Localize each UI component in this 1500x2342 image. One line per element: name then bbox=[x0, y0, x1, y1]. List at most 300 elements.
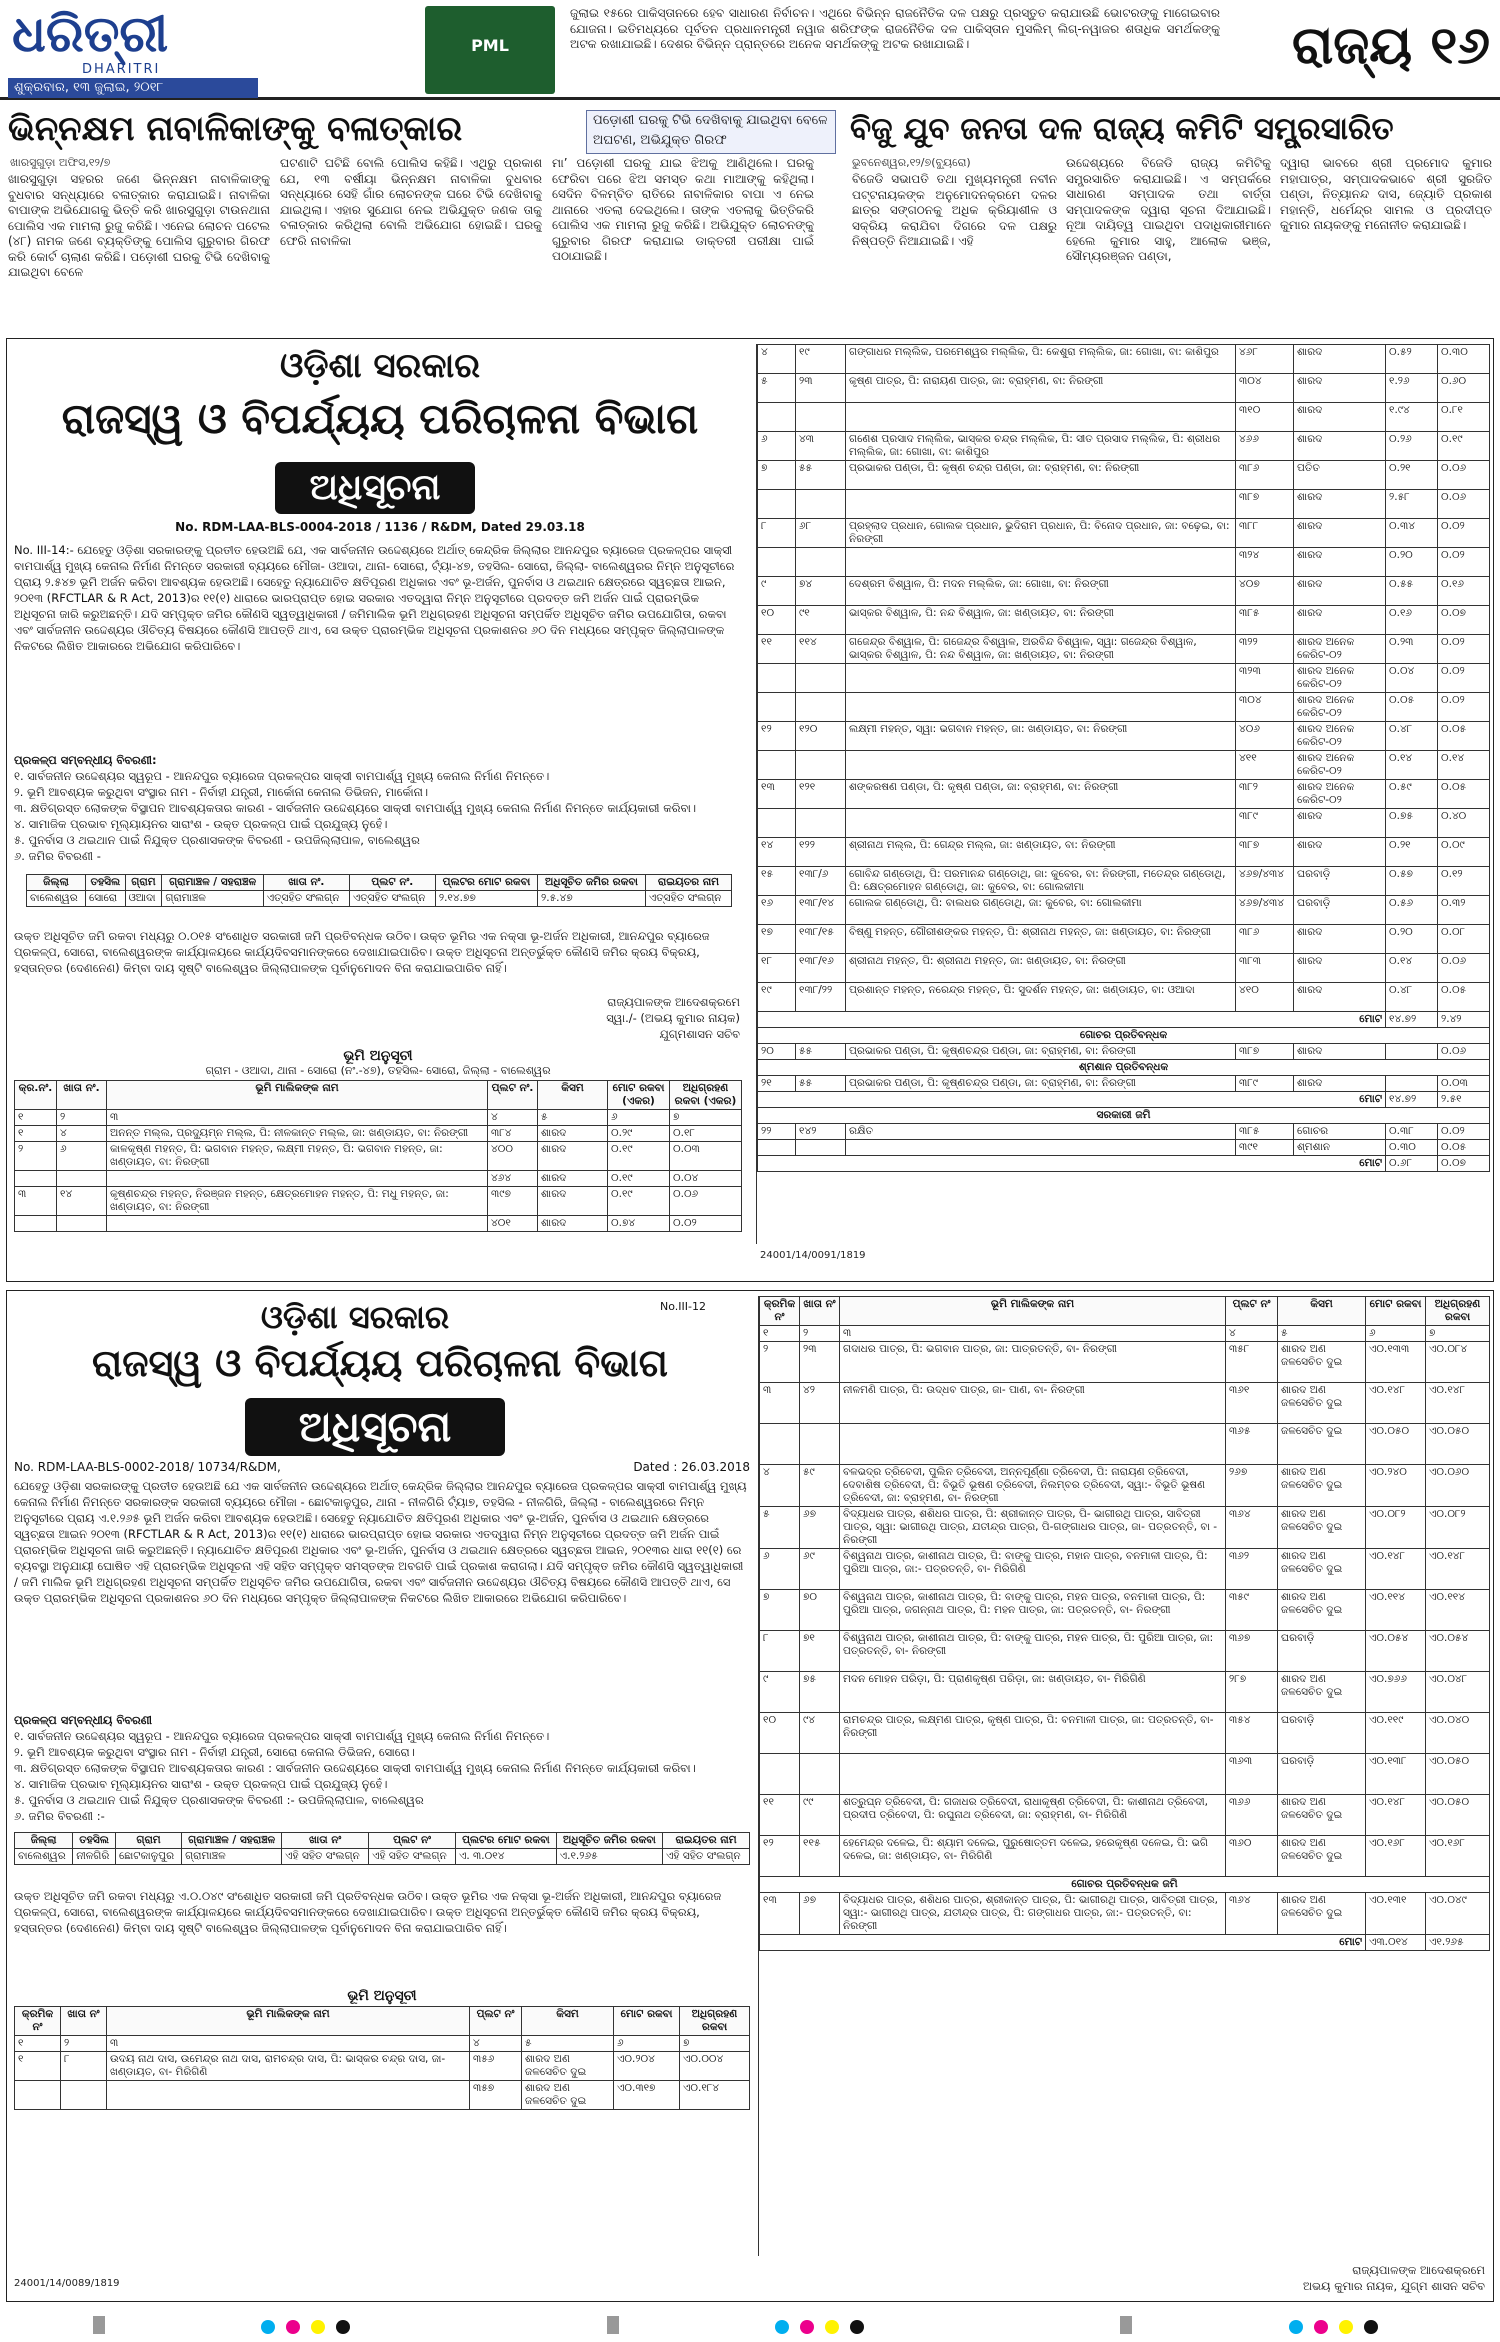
table-cell: ଏ୦.୨୦୪ bbox=[614, 2052, 680, 2081]
table-cell: ମଦନ ମୋହନ ପରିଡ଼ା, ପି: ପ୍ରାଣକୃଷ୍ଣ ପରିଡ଼ା, ଜା: ଖଣ୍ଡାୟତ, ବା- ମିରିଗିଣି bbox=[840, 1672, 1226, 1713]
black-dot bbox=[1364, 2320, 1378, 2334]
table-cell: ୪ bbox=[488, 1110, 538, 1126]
table-cell: ୦.୨୬ bbox=[1386, 432, 1438, 461]
table-cell bbox=[846, 664, 1236, 693]
table-cell bbox=[758, 403, 796, 432]
table-cell: ଶାରଦ ଅଣ ଜଳସେଚିତ ଦୁଇ bbox=[1278, 1590, 1366, 1631]
notice2-point: ୧. ସାର୍ବଜନୀନ ଉଦ୍ଦେଶ୍ୟର ସ୍ୱରୂପ - ଆନନ୍ଦପୁର ବ୍ୟାରେଜ ପ୍ରକଳ୍ପର ସାକ୍ସୀ ବାମପାର୍ଶ୍ୱ ମୁଖ୍ୟ କେନାଲ ନିର୍ମାଣ ନିମନ୍ତେ। bbox=[14, 1729, 550, 1743]
table-cell: ୧୪.୭୨ bbox=[1386, 1012, 1438, 1028]
table-cell: ପତିତ bbox=[1294, 461, 1386, 490]
table-cell: ୨ bbox=[15, 1142, 57, 1171]
table-cell: ୦.୧୪ bbox=[1438, 751, 1490, 780]
table-header: ଭୂମି ମାଲିକଙ୍କ ନାମ bbox=[107, 2007, 470, 2036]
table-row bbox=[27, 891, 732, 907]
table-cell: ଏ୦.୦୮୨ bbox=[1426, 1507, 1490, 1549]
table-cell: ଶାରଦ ଅଣ ଜଳସେଚିତ ଦୁଇ bbox=[1278, 1549, 1366, 1590]
table-cell: ଏ୦.୦୪୮ bbox=[1426, 1672, 1490, 1713]
table-cell: ୦.୦୬ bbox=[1438, 954, 1490, 983]
table-row bbox=[760, 1836, 1490, 1877]
table-cell: ୬୯ bbox=[800, 1549, 840, 1590]
table-cell: ୦.୦୭ bbox=[1438, 1156, 1490, 1172]
table-row bbox=[15, 1187, 742, 1216]
table-row bbox=[758, 1140, 1490, 1156]
table-cell: ପ୍ରହ୍ଲାଦ ପ୍ରଧାନ, ଗୋଲକ ପ୍ରଧାନ, ଭୁଦିରାମ ପ୍ରଧାନ, ପି: ବିନୋଦ ପ୍ରଧାନ, ଜା: ବଢ଼େଇ, ବା: ନିରଙ୍ଗୀ bbox=[846, 519, 1236, 548]
table-header: ପ୍ଲଟ ନଂ bbox=[1226, 1297, 1278, 1326]
table-cell: ୩୫୯ bbox=[1226, 1590, 1278, 1631]
table-cell: ଏ୦.୦୫୦ bbox=[1366, 1424, 1426, 1465]
table-header: କ୍ର.ନଂ. bbox=[15, 1081, 57, 1110]
table-cell: ୨.୫୮ bbox=[1386, 490, 1438, 519]
table-cell: ୩୯୧ bbox=[1236, 1140, 1294, 1156]
table-cell: ଶ୍ରୀନାଥ ମଲ୍ଲ, ପି: ଗେନ୍ଦ୍ର ମଲ୍ଲ, ଜା: ଖଣ୍ଡାୟତ, ବା: ନିରଙ୍ଗୀ bbox=[846, 838, 1236, 867]
table-cell: ଶାରଦ ଅଣ ଜଳସେଚିତ ଦୁଇ bbox=[1278, 1836, 1366, 1877]
table-cell bbox=[846, 751, 1236, 780]
table-cell bbox=[57, 1171, 107, 1187]
notice2-body: ଯେହେତୁ ଓଡ଼ିଶା ସରକାରଙ୍କୁ ପ୍ରତୀତ ହେଉଅଛି ଯେ ଏକ ସାର୍ବଜନୀନ ଉଦ୍ଦେଶ୍ୟରେ ଅର୍ଥାତ୍ କେନ୍ଦ୍ରିକ ଜିଲ୍ଲାର ଆନନ୍ଦପୁର ବ୍ୟାରେଜ ପ୍ରକଳ୍ପର ସାକ୍ସୀ ବାମପାର୍ଶ୍ୱ ମୁଖ୍ୟ କେନାଲ ନିର୍ମାଣ ନିମନ୍ତେ ସରକାରଙ୍କ ସରକାରୀ ବ୍ୟୟରେ ମୌଜା - ଛୋଟକାଳୁପୁର, ଥାନା - ନୀଳଗିରି ଟ୍ୟାଁ୭, ତହସିଲ - ନୀଳଗିରି, ଜିଲ୍ଲା - ବାଲେଶ୍ୱରରେ ନିମ୍ନ ଅନୁସୂଚୀରେ ପ୍ରାୟ ଏ.୧.୨୬୫ ଭୂମି ଅର୍ଜନ କରିବା ଆବଶ୍ୟକ ହେଉଅଛି। ସେହେତୁ ନ୍ୟାଯୋଚିତ କ୍ଷତିପୂରଣ ଅଧିକାର ଏବଂ ଭୂ-ଅର୍ଜନ, ପୁନର୍ବାସ ଓ ଥଇଥାନ କ୍ଷେତ୍ରରେ ସ୍ୱଚ୍ଛତା ଆଇନ ୨୦୧୩ (RFCTLAR & R Act, 2013)ର ୧୧(୧) ଧାରାରେ ଭାରପ୍ରାପ୍ତ ହୋଇ ସରକାର ଏତଦ୍ୱାରା ନିମ୍ନ ଅନୁସୂଚୀରେ ପ୍ରଦତ୍ତ ଜମି ଅର୍ଜନ ପାଇଁ ପ୍ରାରମ୍ଭିକ ଅଧିସୂଚନା ଜାରି କରୁଅଛନ୍ତି। ନ୍ୟାଯୋଚିତ କ୍ଷତିପୂରଣ ଅଧିକାର ଏବଂ ଭୂ-ଅର୍ଜନ, ପୁନର୍ବାସ ଓ ଥଇଥାନ କ୍ଷେତ୍ରରେ ସ୍ୱଚ୍ଛତା ଆଇନ, ୨୦୧୩ର ଧାରା ୧୧(୧) ରେ ବ୍ୟବସ୍ଥା ଅନୁଯାୟୀ ଘୋଷିତ ଏହି ପ୍ରାରମ୍ଭିକ ଅଧିସୂଚନା ଏହି ସହିତ ସମ୍ପୃକ୍ତ ସମସ୍ତଙ୍କ ଅବଗତି ପାଇଁ ପ୍ରକାଶ କରାଗଲା। ଯଦି ସମ୍ପୃକ୍ତ ଜମିର କୌଣସି ସ୍ୱତ୍ୱାଧିକାରୀ / ଜମି ମାଲିକ ଭୂମି ଅଧିଗ୍ରହଣ ଅଧିସୂଚନା ସମ୍ପର୍କିତ ଅଧିସୂଚିତ ଜମିର ଉପଯୋଗିତା, ରକବା ଏବଂ ସାର୍ବଜନୀନ ଉଦ୍ଦେଶ୍ୟର ଔଚିତ୍ୟ ବିଷୟରେ କୌଣସି ଆପତ୍ତି ଥାଏ, ସେ ଉକ୍ତ ପ୍ରାରମ୍ଭିକ ଅଧିସୂଚନା ପ୍ରକାଶନର ୬୦ ଦିନ ମଧ୍ୟରେ ସମ୍ପୃକ୍ତ ଜିଲ୍ଲାପାଳଙ୍କ ନିକଟରେ ଲିଖିତ ଆକାରରେ ଅଭିଯୋଗ କରିପାରିବେ। bbox=[14, 1479, 747, 1605]
table-cell: ୧୩୮/୧୬ bbox=[796, 954, 846, 983]
table-cell bbox=[760, 1754, 800, 1795]
table-cell bbox=[796, 664, 846, 693]
table-cell: ଶାରଦ bbox=[1294, 548, 1386, 577]
table-cell: ଶ୍ମଶାନ bbox=[1294, 1140, 1386, 1156]
notice2-point: ୪. ସାମାଜିକ ପ୍ରଭାବ ମୂଲ୍ୟାୟନର ସାରାଂଶ - ଉକ୍ତ ପ୍ରକଳ୍ପ ପାଇଁ ପ୍ରଯୁଜ୍ୟ ନୁହେଁ। bbox=[14, 1777, 388, 1791]
table-cell: କାଳକୃଷ୍ଣ ମହନ୍ତ, ପି: ଭଗବାନ ମହନ୍ତ, ଲକ୍ଷ୍ମୀ ମହନ୍ତ, ପି: ଭଗବାନ ମହନ୍ତ, ଜା: ଖଣ୍ଡାୟତ, ବା: ନିରଙ୍ଗୀ bbox=[107, 1142, 488, 1171]
table-cell: ୬ bbox=[614, 2036, 680, 2052]
table-cell: ୩୮୬ bbox=[1236, 461, 1294, 490]
table-cell: ୪୩ bbox=[796, 432, 846, 461]
table-cell bbox=[846, 490, 1236, 519]
table-header: ପ୍ଲଟ ନଂ. bbox=[349, 875, 435, 891]
table-cell: ଏ୦.୨୪୦ bbox=[1366, 1465, 1426, 1507]
table-cell: ୧.୯୪ bbox=[1386, 403, 1438, 432]
table-header: ଖାତା ନଂ bbox=[800, 1297, 840, 1326]
table-cell: ୬ bbox=[1366, 1326, 1426, 1342]
table-cell: ୦.୦୫ bbox=[1438, 722, 1490, 751]
table-header-row bbox=[27, 875, 732, 891]
table-cell: ୩୮୫ bbox=[1236, 606, 1294, 635]
govt-land-body bbox=[758, 1124, 1490, 1156]
notice2-point: ୬. ଜମିର ବିବରଣୀ :- bbox=[14, 1809, 105, 1823]
magenta-dot bbox=[286, 2320, 300, 2334]
table-header: ଖାତା ନଂ. bbox=[263, 875, 349, 891]
table-cell bbox=[796, 809, 846, 838]
table-cell: ୦.୩୨ bbox=[1438, 896, 1490, 925]
table-cell: ୪୦୭ bbox=[1236, 577, 1294, 606]
table-cell bbox=[57, 1216, 107, 1232]
table-cell: ୭୧ bbox=[800, 1631, 840, 1672]
table-cell bbox=[796, 403, 846, 432]
table-cell: ୧୧୫ bbox=[800, 1836, 840, 1877]
table-cell: ଏହି ସହିତ ସଂଲଗ୍ନ bbox=[282, 1849, 369, 1865]
table-header: ଅଧିଗ୍ରହଣ ରକବା bbox=[1426, 1297, 1490, 1326]
notice2-signature bbox=[1100, 2262, 1485, 2298]
table-header: ପ୍ଲଟର ମୋଟ ରକବା bbox=[456, 1833, 557, 1849]
table-cell: ଶାରଦ ଅଣ ଜଳସେଚିତ ଦୁଇ bbox=[1278, 1507, 1366, 1549]
table-cell: ୬ bbox=[608, 1110, 670, 1126]
notice2-govt: ଓଡ଼ିଶା ସରକାର bbox=[260, 1298, 450, 1336]
table-cell: ଘରବାଡ଼ି bbox=[1294, 867, 1386, 896]
notice1-point: ୩. କ୍ଷତିଗ୍ରସ୍ତ ଲୋକଙ୍କ ବିସ୍ଥାପନ ଆବଶ୍ୟକତାର କାରଣ - ସାର୍ବଜନୀନ ଉଦ୍ଦେଶ୍ୟରେ ସାକ୍ସୀ ବାମପାର୍ଶ୍ୱ ମୁଖ୍ୟ କେନାଲ ନିର୍ମାଣ ନିମନ୍ତେ କାର୍ଯ୍ୟକାରୀ କରିବା। bbox=[14, 801, 697, 815]
table-cell: ୦.୦୨ bbox=[670, 1216, 742, 1232]
table-cell: ୧୨ bbox=[758, 722, 796, 751]
schedule-title: ଭୂମି ଅନୁସୂଚୀ bbox=[347, 1988, 417, 2004]
table-cell bbox=[846, 548, 1236, 577]
table-header: ଅଧିଗ୍ରହଣ ରକବା (ଏକର) bbox=[670, 1081, 742, 1110]
table-cell: ୪ bbox=[758, 345, 796, 374]
table-cell: ଶାରଦ ଅଣ ଜଳସେଚିତ ଦୁଇ bbox=[1278, 1893, 1366, 1935]
table-cell: ଶ୍ରୀନାଥ ମହନ୍ତ, ପି: ଶ୍ରୀନାଥ ମହନ୍ତ, ଜା: ଖଣ୍ଡାୟତ, ବା: ନିରଙ୍ଗୀ bbox=[846, 954, 1236, 983]
table-cell bbox=[758, 548, 796, 577]
table-header: ତହସିଲ bbox=[86, 875, 126, 891]
table-cell: ୦.୪୮ bbox=[1386, 722, 1438, 751]
table-cell: ୩ bbox=[107, 1110, 488, 1126]
table-cell: ଏ୦.୧୩୩ bbox=[1366, 1342, 1426, 1383]
table-cell: ୨.୫୧ bbox=[1438, 1092, 1490, 1108]
notice1-code: 24001/14/0091/1819 bbox=[760, 1250, 866, 1261]
table-cell: ଶାରଦ bbox=[1294, 954, 1386, 983]
right-schedule-body bbox=[760, 1342, 1490, 1877]
table-row bbox=[760, 1342, 1490, 1383]
table-cell: ୧୧୪ bbox=[796, 635, 846, 664]
table-cell: ଶାରଦ ଅନେକ କେରିଟ-୦୨ bbox=[1294, 664, 1386, 693]
yellow-dot bbox=[1339, 2320, 1353, 2334]
table-cell: ୧୨୦ bbox=[796, 722, 846, 751]
table-cell: ୧୩୮/୨୨ bbox=[796, 983, 846, 1012]
notice2-number: No.III-12 bbox=[660, 1300, 706, 1313]
table-cell: ୧୦ bbox=[760, 1713, 800, 1754]
table-cell: ଶାରଦ ଅଣ ଜଳସେଚିତ ଦୁଇ bbox=[1278, 1342, 1366, 1383]
table-cell: ଶାରଦ bbox=[1294, 374, 1386, 403]
registration-mark bbox=[1120, 2316, 1132, 2334]
notice1-govt: ଓଡ଼ିଶା ସରକାର bbox=[279, 346, 481, 386]
table-header: ରାଇୟତର ନାମ bbox=[663, 1833, 750, 1849]
table-cell: ୫୫ bbox=[796, 461, 846, 490]
table-cell: ୩୮୮ bbox=[1236, 519, 1294, 548]
table-cell: ୨.୧୪.୭୭ bbox=[435, 891, 537, 907]
notice2-closing: ଉକ୍ତ ଅଧିସୂଚିତ ଜମି ରକବା ମଧ୍ୟରୁ ଏ.୦.୦୪୯ ସଂଶୋଧିତ ସରକାରୀ ଜମି ପ୍ରତିବନ୍ଧକ ଉଠିବ। ଉକ୍ତ ଭୂମିର ଏକ ନକ୍ସା ଭୂ-ଅର୍ଜନ ଅଧିକାରୀ, ଆନନ୍ଦପୁର ବ୍ୟାରେଜ ପ୍ରକଳ୍ପ, ସୋରୋ, ବାଲେଶ୍ୱରଙ୍କ କାର୍ଯ୍ୟାଳୟରେ କାର୍ଯ୍ୟଦିବସମାନଙ୍କରେ ଦେଖାଯାଇପାରିବ। ଉକ୍ତ ଅଧିସୂଚନା ଅନ୍ତର୍ଭୁକ୍ତ କୌଣସି ଜମିର କ୍ରୟ ବିକ୍ରୟ, ହସ୍ତାନ୍ତର (ଦେଣନେଣ) କିମ୍ବା ଦାୟ ସୃଷ୍ଟି ବାଲେଶ୍ୱର ଜିଲ୍ଲାପାଳଙ୍କ ପୂର୍ବାନୁମୋଦନ ବିନା କରାଯାଇପାରିବ ନାହିଁ। bbox=[14, 1889, 722, 1935]
table-cell: ବାଲେଶ୍ୱର bbox=[15, 1849, 73, 1865]
table-cell: ୦.୩୦ bbox=[1438, 345, 1490, 374]
table-cell: ଏ୧.୨୬୫ bbox=[1426, 1935, 1490, 1951]
table-row bbox=[760, 1549, 1490, 1590]
table-header: ପ୍ଲଟ ନଂ bbox=[369, 1833, 456, 1849]
table-cell: ୨ bbox=[57, 1110, 107, 1126]
section-heading: ଗୋଚର ପ୍ରତିବନ୍ଧକ bbox=[758, 1028, 1490, 1044]
table-row bbox=[758, 838, 1490, 867]
section-heading: ସରକାରୀ ଜମି bbox=[758, 1108, 1490, 1124]
table-header: ଭୂମି ମାଲିକଙ୍କ ନାମ bbox=[840, 1297, 1226, 1326]
table-cell: ୧୧ bbox=[760, 1795, 800, 1836]
table-cell: ୩୬୩ bbox=[1226, 1754, 1278, 1795]
table-cell: ୧୩ bbox=[760, 1893, 800, 1935]
table-row bbox=[760, 1631, 1490, 1672]
schedule-body bbox=[15, 1126, 742, 1232]
table-cell: ଏ୦.୦୫୦ bbox=[1426, 1424, 1490, 1465]
table-cell: ଶାରଦ bbox=[1294, 1044, 1386, 1060]
signature-line: ରାଜ୍ୟପାଳଙ୍କ ଆଦେଶକ୍ରମେ bbox=[607, 995, 740, 1009]
notice2-ref: No. RDM-LAA-BLS-0002-2018/ 10734/R&DM, bbox=[14, 1460, 281, 1474]
table-cell bbox=[758, 751, 796, 780]
table-header: ଗ୍ରାମ bbox=[125, 875, 162, 891]
table-cell: ୩୦୪ bbox=[1236, 374, 1294, 403]
table-cell: ୩ bbox=[107, 2036, 470, 2052]
notice2-point: ୨. ଭୂମି ଆବଶ୍ୟକ କରୁଥିବା ସଂସ୍ଥାର ନାମ - ନିର୍ବାହୀ ଯନ୍ତ୍ରୀ, ସୋରୋ କେନାଲ ଡିଭିଜନ, ସୋରୋ। bbox=[14, 1745, 415, 1759]
table-cell: ୭ bbox=[680, 2036, 750, 2052]
table-cell: ୧୨୨ bbox=[796, 838, 846, 867]
cyan-dot bbox=[1289, 2320, 1303, 2334]
table-header: ଖାତା ନଂ. bbox=[57, 1081, 107, 1110]
table-cell: ୪୦୬ bbox=[1236, 722, 1294, 751]
table-cell: ବିଶ୍ୱନାଥ ପାତ୍ର, କାଶୀନାଥ ପାତ୍ର, ପି: ବାଙ୍କୁ ପାତ୍ର, ମହନ ପାତ୍ର, ବନମାଳୀ ପାତ୍ର, ପି: ପୁରିଆ ପାତ୍ର, ଜଗନ୍ନାଥ ପାତ୍ର, ପି: ମହନ ପାତ୍ର, ଜା: ପତ୍ରତନ୍ତି, ବା- ନିରଙ୍ଗୀ bbox=[840, 1590, 1226, 1631]
notice2-project-heading: ପ୍ରକଳ୍ପ ସମ୍ବନ୍ଧୀୟ ବିବରଣୀ bbox=[14, 1713, 152, 1727]
table-cell: ୪୦୦ bbox=[488, 1142, 538, 1171]
left-schedule-body bbox=[15, 2052, 750, 2110]
table-cell: ୦.୫୬ bbox=[1386, 896, 1438, 925]
notice2-land-table bbox=[14, 1832, 750, 1882]
table-header: ରାଇୟତର ନାମ bbox=[645, 875, 731, 891]
table-row bbox=[758, 461, 1490, 490]
table-cell: ଶାରଦ bbox=[1294, 403, 1386, 432]
table-cell: ୯ bbox=[758, 577, 796, 606]
subtotal-label: ମୋଟ bbox=[758, 1092, 1386, 1108]
table-cell: ନୀଳଗିରି bbox=[73, 1849, 116, 1865]
table-cell: ୦.୦୫ bbox=[1438, 780, 1490, 809]
table-cell: ୩୮୭ bbox=[1236, 490, 1294, 519]
table-row bbox=[758, 577, 1490, 606]
signature-line: ସ୍ୱା./- (ଅଭୟ କୁମାର ନାୟକ) bbox=[606, 1011, 740, 1025]
table-cell bbox=[796, 490, 846, 519]
table-row bbox=[758, 693, 1490, 722]
cyan-dot bbox=[261, 2320, 275, 2334]
table-cell: ବିଦ୍ୟାଧର ପାତ୍ର, ଶଶିଧର ପାତ୍ର, ପି: ଶ୍ରୀକାନ୍ତ ପାତ୍ର, ପି- ଭାଗୀରଥି ପାତ୍ର, ସାବିତ୍ରୀ ପାତ୍ର, ସ୍ୱା: ଭାଗୀରଥି ପାତ୍ର, ଯତୀନ୍ଦ୍ର ପାତ୍ର, ପି-ଗଙ୍ଗାଧର ପାତ୍ର, ଜା- ପତ୍ରତନ୍ତି, ବା - ନିରଙ୍ଗୀ bbox=[840, 1507, 1226, 1549]
table-cell: ୩୬୦ bbox=[1226, 1836, 1278, 1877]
table-cell: ୭୫ bbox=[800, 1672, 840, 1713]
table-cell bbox=[15, 1216, 57, 1232]
table-number-row bbox=[15, 2036, 750, 2052]
story2-col1: ବିଜେଡି ସଭାପତି ତଥା ମୁଖ୍ୟମନ୍ତ୍ରୀ ନବୀନ ପଟ୍ଟନାୟକଙ୍କ ଅନୁମୋଦନକ୍ରମେ ଦଳର ଛାତ୍ର ସଙ୍ଗଠନକୁ ଅଧିକ କ୍ରିୟାଶୀଳ ଓ ସକ୍ରିୟ କରାଯିବା ଦିଗରେ ଦଳ ପକ୍ଷରୁ ନିଷ୍ପତ୍ତି ନିଆଯାଇଛି। ଏହି bbox=[852, 172, 1057, 248]
table-cell: ୧୬ bbox=[758, 896, 796, 925]
issue-date: ଶୁକ୍ରବାର, ୧୩ ଜୁଲାଇ, ୨୦୧୮ bbox=[8, 78, 258, 98]
section-row bbox=[758, 1028, 1490, 1044]
table-cell: ଶାରଦ ଅନେକ କେରିଟ-୦୨ bbox=[1294, 722, 1386, 751]
table-cell: ୦.୩୦ bbox=[1386, 1140, 1438, 1156]
table-header: ଅଧିଗ୍ରହଣ ରକବା bbox=[680, 2007, 750, 2036]
table-cell: ୦.୦୪ bbox=[1386, 664, 1438, 693]
table-cell: ଏ୦.୦୦୪ bbox=[680, 2052, 750, 2081]
table-cell: ୨୧ bbox=[758, 1076, 796, 1092]
table-cell: ୦.୫୯ bbox=[1386, 780, 1438, 809]
notice2-dept: ରାଜସ୍ୱ ଓ ବିପର୍ଯ୍ୟୟ ପରିଚାଳନା ବିଭାଗ bbox=[92, 1340, 668, 1385]
notice1-point: ୪. ସାମାଜିକ ପ୍ରଭାବ ମୂଲ୍ୟାୟନର ସାରାଂଶ - ଉକ୍ତ ପ୍ରକଳ୍ପ ପାଇଁ ପ୍ରଯୁଜ୍ୟ ନୁହେଁ। bbox=[14, 817, 388, 831]
table-row bbox=[758, 925, 1490, 954]
table-cell: ୧୪.୭୨ bbox=[1386, 1092, 1438, 1108]
table-cell: ୪୬୪ bbox=[488, 1171, 538, 1187]
table-cell: ୪୬୭/୪୩୪ bbox=[1236, 896, 1294, 925]
table-cell: ୦.୧୬ bbox=[1438, 577, 1490, 606]
section-label: ରାଜ୍ୟ ୧୬ bbox=[1291, 16, 1490, 76]
table-row bbox=[760, 1424, 1490, 1465]
table-cell: ନୀଳମଣି ପାତ୍ର, ପି: ଉଦ୍ଧବ ପାତ୍ର, ଜା- ପାଣ, ବା- ନିରଙ୍ଗୀ bbox=[840, 1383, 1226, 1424]
table-cell: ଶାରଦ ଅନେକ କେରିଟ-୦୨ bbox=[1294, 751, 1386, 780]
table-cell: ୦.୪୦ bbox=[1438, 809, 1490, 838]
table-cell: ୫ bbox=[522, 2036, 614, 2052]
table-cell: ୦.୧୪ bbox=[1386, 751, 1438, 780]
table-cell: ୩୮୩ bbox=[1236, 954, 1294, 983]
table-cell: ଜଳସେଚିତ ଦୁଇ bbox=[1278, 1424, 1366, 1465]
table-cell: ୧୨୧ bbox=[796, 780, 846, 809]
table-header: ଅଧିସୂଚିତ ଜମିର ରକବା bbox=[556, 1833, 662, 1849]
table-cell: ଶାରଦ bbox=[538, 1142, 608, 1171]
table-row bbox=[760, 1590, 1490, 1631]
logo-text: ଧରିତ୍ରୀ bbox=[12, 4, 169, 63]
magenta-dot bbox=[1314, 2320, 1328, 2334]
pml-brief: ଜୁଲାଇ ୧୫ରେ ପାକିସ୍ତାନରେ ହେବ ସାଧାରଣ ନିର୍ବାଚନ। ଏଥିରେ ବିଭିନ୍ନ ରାଜନୈତିକ ଦଳ ପକ୍ଷରୁ ପ୍ରସ୍ତୁତ କରାଯାଉଛି ଭୋଟରଙ୍କୁ ମାଗେଇବାର ଯୋଜନା। ଇତିମଧ୍ୟରେ ପୂର୍ବତନ ପ୍ରଧାନମନ୍ତ୍ରୀ ନୱାଜ ଶରିଫଙ୍କ ରାଜନୈତିକ ଦଳ ପାକିସ୍ତାନ ମୁସଲିମ୍ ଲିଗ୍-ନୱାଜର ଶତାଧିକ ସମର୍ଥକଙ୍କୁ ଅଟକ ରଖାଯାଇଛି। ଦେଶର ବିଭିନ୍ନ ପ୍ରାନ୍ତରେ ଅନେକ ସମର୍ଥକଙ୍କୁ ଅଟକ ରଖାଯାଇଛି। bbox=[570, 6, 1220, 51]
table-cell: ଘରବାଡ଼ି bbox=[1278, 1713, 1366, 1754]
notice1-schedule bbox=[14, 1048, 742, 1276]
table-row bbox=[758, 490, 1490, 519]
table-cell: ୧୯ bbox=[758, 983, 796, 1012]
table-cell: ଏ୦.୦୫୪ bbox=[1366, 1631, 1426, 1672]
table-cell: ୧ bbox=[15, 2036, 61, 2052]
table-cell: ୦.୨୯ bbox=[608, 1126, 670, 1142]
table-cell: ୪୧୧ bbox=[1236, 751, 1294, 780]
table-cell: ଗଦାଧର ପାତ୍ର, ପି: ଭଗବାନ ପାତ୍ର, ଜା: ପାତ୍ରତନ୍ତି, ବା- ନିରଙ୍ଗୀ bbox=[840, 1342, 1226, 1383]
table-cell: ଶାରଦ bbox=[1294, 838, 1386, 867]
table-row bbox=[760, 1893, 1490, 1935]
table-cell: ଏ୦.୦୬୦ bbox=[1426, 1465, 1490, 1507]
table-cell: ବଳଭଦ୍ର ତ୍ରିବେଦୀ, ପୁଲିନ ତ୍ରିବେଦୀ, ଅନ୍ନପୂର୍ଣ୍ଣା ତ୍ରିବେଦୀ, ପି: ନାରାୟଣ ତ୍ରିବେଦୀ, ଦେବାଶିଷ ତ୍ରିବେଦୀ, ପି: ବିଭୂତି ଭୂଷଣ ତ୍ରିବେଦୀ, ନିଲମ୍ବର ତ୍ରିବେଦୀ, ସ୍ୱା:- ବିଭୂତି ଭୂଷଣ ତ୍ରିବେଦୀ, ଜା: ବ୍ରାହ୍ମଣ, ବା- ନିରଙ୍ଗୀ bbox=[840, 1465, 1226, 1507]
table-cell: ୧୫ bbox=[758, 867, 796, 896]
table-cell: ଶାରଦ bbox=[1294, 490, 1386, 519]
table-cell: ଏ୩.୦୧୪ bbox=[1366, 1935, 1426, 1951]
table-cell: ୦.୨୧ bbox=[1386, 838, 1438, 867]
table-cell: ଏ୦.୦୪୦ bbox=[1426, 1713, 1490, 1754]
table-cell: ୦.୨୦ bbox=[1386, 548, 1438, 577]
table-cell: ଶାରଦ bbox=[1294, 983, 1386, 1012]
table-cell: ୦.୦୮ bbox=[1438, 925, 1490, 954]
table-cell: ଶାରଦ ଅଣ ଜଳସେଚିତ ଦୁଇ bbox=[1278, 1383, 1366, 1424]
table-header: ପ୍ଲଟ ନଂ. bbox=[488, 1081, 538, 1110]
table-row bbox=[15, 1171, 742, 1187]
table-cell: ରାମଚନ୍ଦ୍ର ପାତ୍ର, ଲକ୍ଷ୍ମଣ ପାତ୍ର, କୃଷ୍ଣ ପାତ୍ର, ପି: ବନମାଳୀ ପାତ୍ର, ଜା: ପତ୍ରତନ୍ତି, ବା- ନିରଙ୍ଗୀ bbox=[840, 1713, 1226, 1754]
table-cell: ୪୬୬ bbox=[1236, 432, 1294, 461]
table-header: ମୋଟ ରକବା (ଏକର) bbox=[608, 1081, 670, 1110]
table-cell: ୦.୦୫ bbox=[1386, 693, 1438, 722]
table-cell: ୭ bbox=[760, 1590, 800, 1631]
table-cell: ୨୨ bbox=[758, 1124, 796, 1140]
schedule-subtitle: ଗ୍ରାମ - ଓଆଦା, ଥାନା - ସୋରୋ (ନଂ.-୪୭), ତହସିଲ- ସୋରୋ, ଜିଲ୍ଲା - ବାଲେଶ୍ୱର bbox=[205, 1064, 551, 1077]
notice1-point: ୧. ସାର୍ବଜନୀନ ଉଦ୍ଦେଶ୍ୟର ସ୍ୱରୂପ - ଆନନ୍ଦପୁର ବ୍ୟାରେଜ ପ୍ରକଳ୍ପର ସାକ୍ସୀ ବାମପାର୍ଶ୍ୱ ମୁଖ୍ୟ କେନାଲ ନିର୍ମାଣ ନିମନ୍ତେ। bbox=[14, 769, 550, 783]
table-cell: ୩୮୫ bbox=[1236, 1124, 1294, 1140]
table-header: ଗ୍ରାମାଞ୍ଚଳ / ସହରାଞ୍ଚଳ bbox=[182, 1833, 282, 1849]
table-cell: ଗଣେଶ ପ୍ରସାଦ ମଲ୍ଲିକ, ଭାସ୍କର ଚନ୍ଦ୍ର ମଲ୍ଲିକ, ପି: ସୀତ ପ୍ରସାଦ ମଲ୍ଲିକ, ପି: ଶ୍ରୀଧର ମଲ୍ଲିକ, ଜା: ଗୋଖା, ବା: କାଶିପୁର bbox=[846, 432, 1236, 461]
table-cell: ୦.୧୪ bbox=[1386, 954, 1438, 983]
table-cell: କୃଷ୍ଣ ପାତ୍ର, ପି: ନାରାୟଣ ପାତ୍ର, ଜା: ବ୍ରାହ୍ମଣ, ବା: ନିରଙ୍ଗୀ bbox=[846, 374, 1236, 403]
table-cell bbox=[846, 403, 1236, 432]
table-cell: ୩୬୫ bbox=[1226, 1424, 1278, 1465]
signature-line: ଯୁଗ୍ମଶାସନ ସଚିବ bbox=[659, 1027, 740, 1041]
table-cell: ଶାରଦ bbox=[1294, 345, 1386, 374]
table-cell: ୦.୩୮ bbox=[1386, 1124, 1438, 1140]
table-row bbox=[15, 1142, 742, 1171]
table-cell: ୦.୦୬ bbox=[670, 1187, 742, 1216]
table-cell: ୩୮୯ bbox=[1236, 809, 1294, 838]
table-cell: ଏ.୧.୨୬୫ bbox=[556, 1849, 662, 1865]
table-cell: ଏ୦.୧୮୪ bbox=[680, 2081, 750, 2110]
table-cell: ୮ bbox=[760, 1631, 800, 1672]
notice1-body: No. III-14:- ଯେହେତୁ ଓଡ଼ିଶା ସରକାରଙ୍କୁ ପ୍ରତୀତ ହେଉଅଛି ଯେ, ଏକ ସାର୍ବଜନୀନ ଉଦ୍ଦେଶ୍ୟରେ ଅର୍ଥାତ୍ କେନ୍ଦ୍ରିକ ଜିଲ୍ଲାର ଆନନ୍ଦପୁର ବ୍ୟାରେଜ ପ୍ରକଳ୍ପର ସାକ୍ସୀ ବାମପାର୍ଶ୍ୱ ମୁଖ୍ୟ କେନାଲ ନିର୍ମାଣ ନିମନ୍ତେ ସରକାରୀ ବ୍ୟୟରେ ମୌଜା- ଓଆଦା, ଥାନା- ସୋରୋ, ଟ୍ୟାଁ-୪୭, ତହସିଲ- ସୋରୋ, ଜିଲ୍ଲା- ବାଲେଶ୍ୱରର ନିମ୍ନ ଅନୁସୂଚୀରେ ପ୍ରାୟ ୨.୫୪୭ ଭୂମି ଅର୍ଜନ କରିବା ଆବଶ୍ୟକ ହେଉଅଛି। ସେହେତୁ ନ୍ୟାଯୋଚିତ କ୍ଷତିପୂରଣ ଅଧିକାର ଏବଂ ଭୂ-ଅର୍ଜନ, ପୁନର୍ବାସ ଓ ଥଇଥାନ କ୍ଷେତ୍ରରେ ସ୍ୱଚ୍ଛତା ଆଇନ, ୨୦୧୩ (RFCTLAR & R Act, 2013)ର ୧୧(୧) ଧାରାରେ ଭାରପ୍ରାପ୍ତ ହୋଇ ସରକାର ଏତଦ୍ୱାରା ନିମ୍ନ ଅନୁସୂଚୀରେ ପ୍ରଦତ୍ତ ଜମି ଅର୍ଜନ ପାଇଁ ପ୍ରାରମ୍ଭିକ ଅଧିସୂଚନା ଜାରି କରୁଅଛନ୍ତି। ଯଦି ସମ୍ପୃକ୍ତ ଜମିର କୌଣସି ସ୍ୱତ୍ୱାଧିକାରୀ / ଜମିମାଲିକ ଭୂମି ଅଧିଗ୍ରହଣ ଅଧିସୂଚନା ସମ୍ପର୍କିତ ଅଧିସୂଚିତ ଜମିର ଉପଯୋଗିତା, ରକବା ଏବଂ ସାର୍ବଜନୀନ ଉଦ୍ଦେଶ୍ୟର ଔଚିତ୍ୟ ବିଷୟରେ କୌଣସି ଆପତ୍ତି ଥାଏ, ସେ ଉକ୍ତ ପ୍ରାରମ୍ଭିକ ଅଧିସୂଚନା ପ୍ରକାଶନର ୬୦ ଦିନ ମଧ୍ୟରେ ସମ୍ପୃକ୍ତ ଜିଲ୍ଲାପାଳଙ୍କ ନିକଟରେ ଲିଖିତ ଆକାରରେ ଅଭିଯୋଗ କରିପାରିବେ। bbox=[14, 543, 735, 653]
table-header: ପ୍ଲଟ ନଂ bbox=[470, 2007, 522, 2036]
table-cell: ୩୬୧ bbox=[1226, 1383, 1278, 1424]
table-cell: ୦.୦୩ bbox=[670, 1142, 742, 1171]
table-cell: ଶାରଦ bbox=[1294, 606, 1386, 635]
table-cell: ୦.୦୭ bbox=[1438, 606, 1490, 635]
table-cell: ୪ bbox=[470, 2036, 522, 2052]
table-cell: ଶାରଦ bbox=[538, 1216, 608, 1232]
table-cell: ଶାରଦ bbox=[1294, 432, 1386, 461]
subtotal-row bbox=[758, 1092, 1490, 1108]
table-header: ଗ୍ରାମ bbox=[115, 1833, 181, 1849]
table-cell: ୪୬୭/୪୩୪ bbox=[1236, 867, 1294, 896]
table-cell: ୧୩ bbox=[758, 780, 796, 809]
table-header: କିସମ bbox=[538, 1081, 608, 1110]
table-cell: ୦.୦୬ bbox=[1438, 490, 1490, 519]
table-row bbox=[760, 1754, 1490, 1795]
table-cell bbox=[758, 693, 796, 722]
table-row bbox=[760, 1465, 1490, 1507]
table-cell: ୧୩୮/୧୫ bbox=[796, 925, 846, 954]
table-cell: ୦.୬୦ bbox=[1438, 374, 1490, 403]
table-cell: ଏ୦.୧୪୮ bbox=[1426, 1549, 1490, 1590]
table-cell: ୦.୦୨ bbox=[1438, 519, 1490, 548]
table-cell: ୫୫ bbox=[796, 1076, 846, 1092]
table-row bbox=[760, 1383, 1490, 1424]
notice1-point: ୨. ଭୂମି ଆବଶ୍ୟକ କରୁଥିବା ସଂସ୍ଥାର ନାମ - ନିର୍ବାହୀ ଯନ୍ତ୍ରୀ, ମାର୍କୋନା କେନାଲ ଡିଭିଜନ, ମାର୍କୋନା। bbox=[14, 785, 428, 799]
table-row bbox=[758, 519, 1490, 548]
notice1-project-heading: ପ୍ରକଳ୍ପ ସମ୍ବନ୍ଧୀୟ ବିବରଣୀ: bbox=[14, 753, 157, 767]
notice1-closing: ଉକ୍ତ ଅଧିସୂଚିତ ଜମି ରକବା ମଧ୍ୟରୁ ୦.୦୧୫ ସଂଶୋଧିତ ସରକାରୀ ଜମି ପ୍ରତିବନ୍ଧକ ଉଠିବ। ଉକ୍ତ ଭୂମିର ଏକ ନକ୍ସା ଭୂ-ଅର୍ଜନ ଅଧିକାରୀ, ଆନନ୍ଦପୁର ବ୍ୟାରେଜ ପ୍ରକଳ୍ପ, ସୋରୋ, ବାଲେଶ୍ୱରଙ୍କ କାର୍ଯ୍ୟାଳୟରେ କାର୍ଯ୍ୟଦିବସମାନଙ୍କରେ ଦେଖାଯାଇପାରିବ। ଉକ୍ତ ଅଧିସୂଚନା ଅନ୍ତର୍ଭୁକ୍ତ କୌଣସି ଜମିର କ୍ରୟ ବିକ୍ରୟ, ହସ୍ତାନ୍ତର (ଦେଣନେଣ) କିମ୍ବା ଦାୟ ସୃଷ୍ଟି ବାଲେଶ୍ୱର ଜିଲ୍ଲାପାଳଙ୍କ ପୂର୍ବାନୁମୋଦନ ବିନା କରାଯାଇପାରିବ ନାହିଁ। bbox=[14, 929, 710, 975]
table-header: ପ୍ଲଟର ମୋଟ ରକବା bbox=[435, 875, 537, 891]
table-row bbox=[758, 809, 1490, 838]
table-cell: ୧୪ bbox=[57, 1187, 107, 1216]
table-cell bbox=[796, 1140, 846, 1156]
table-cell: ୪ bbox=[57, 1126, 107, 1142]
table-cell: ୦.୧୯ bbox=[608, 1171, 670, 1187]
table-cell: ଶାରଦ ଅଣ ଜଳସେଚିତ ଦୁଇ bbox=[1278, 1672, 1366, 1713]
table-row bbox=[758, 403, 1490, 432]
table-cell: ଏହି ସହିତ ସଂଲଗ୍ନ bbox=[369, 1849, 456, 1865]
notice1-right-table bbox=[756, 344, 1490, 1244]
table-cell: ଗୋଲକ ଗଣ୍ଡୋଥି, ପି: ବାଲଧର ଗଣ୍ଡୋଥି, ଜା: କୁବେର, ବା: ଗୋଲକୀମା bbox=[846, 896, 1236, 925]
table-cell: ଏତ୍ସହିତ ସଂଲଗ୍ନ bbox=[349, 891, 435, 907]
total-label: ମୋଟ bbox=[760, 1935, 1366, 1951]
table-cell: ୨୩ bbox=[800, 1342, 840, 1383]
table-cell: ୨.୪୨ bbox=[1438, 1012, 1490, 1028]
table-cell: ଶାରଦ ଅଣ ଜଳସେଚିତ ଦୁଇ bbox=[522, 2081, 614, 2110]
table-cell: ୦.୭୪ bbox=[608, 1216, 670, 1232]
story2-col3: ଦ୍ୱାରା ଭାବରେ ଶ୍ରୀ ପ୍ରମୋଦ କୁମାର ମହାପାତ୍ର, ସମ୍ପାଦକଭାବେ ଶ୍ରୀ ସୁରଜିତ ପଣ୍ଡା, ନିତ୍ୟାନନ୍ଦ ଦାସ, ଜ୍ୟୋତି ପ୍ରକାଶ ମହାନ୍ତି, ଧର୍ମେନ୍ଦ୍ର ସାମଲ ଓ ପ୍ରଦୀପ୍ତ କୁମାର ନାୟକଙ୍କୁ ମନୋନୀତ କରାଯାଇଛି। bbox=[1280, 156, 1492, 232]
table-cell: ୪ bbox=[1226, 1326, 1278, 1342]
table-cell: ୦.୨୧ bbox=[1386, 461, 1438, 490]
section-row bbox=[758, 1060, 1490, 1076]
table-cell: ୩୨୨ bbox=[1236, 635, 1294, 664]
subtotal-label: ମୋଟ bbox=[758, 1012, 1386, 1028]
table-cell: ପ୍ରଭାକର ପଣ୍ଡା, ପି: କୃଷ୍ଣଚନ୍ଦ୍ର ପଣ୍ଡା, ଜା: ବ୍ରାହ୍ମଣ, ବା: ନିରଙ୍ଗୀ bbox=[846, 1076, 1236, 1092]
table-header: ତହସିଲ bbox=[73, 1833, 116, 1849]
table-cell: ୨୬୭ bbox=[1226, 1465, 1278, 1507]
table-cell: ଗୋବିନ୍ଦ ଗଣ୍ଡୋଥି, ପି: ପରମାନନ୍ଦ ଗଣ୍ଡୋଥି, ଜା: କୁବେର, ବା: ନିରଙ୍ଗୀ, ମତେନ୍ଦ୍ର ଗଣ୍ଡୋଥି, ପି: କ୍ଷେତ୍ରମୋହନ ଗଣ୍ଡୋଥି, ଜା: କୁବେର, ବା: ଗୋଲକୀମା bbox=[846, 867, 1236, 896]
table-cell: ଏ୦.୧୩୮ bbox=[1366, 1754, 1426, 1795]
